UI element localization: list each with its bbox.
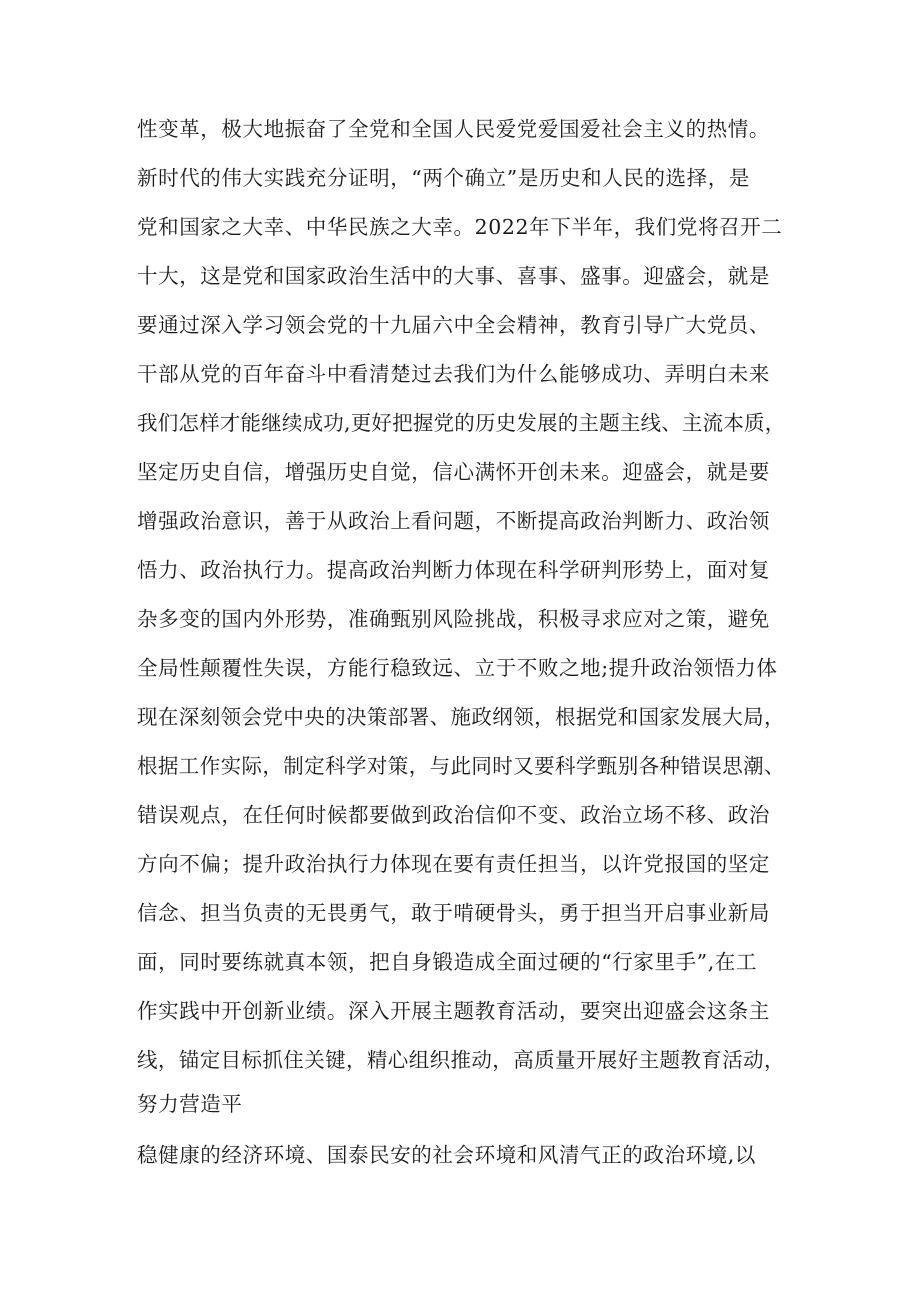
text-line-5: 要通过深入学习领会党的十九届六中全会精神，教育引导广大党员、 [137,313,770,337]
text-line-20: 线，锚定目标抓住关键，精心组织推动，高质量开展好主题教育活动， [137,1048,785,1072]
text-line-3: 党和国家之大幸、中华民族之大幸。2022年下半年，我们党将召开二 [137,215,783,239]
text-line-22: 稳健康的经济环境、国泰民安的社会环境和风清气正的政治环境,以 [137,1143,757,1167]
text-line-16: 方向不偏；提升政治执行力体现在要有责任担当，以许党报国的坚定 [137,852,770,876]
text-line-9: 增强政治意识，善于从政治上看问题，不断提高政治判断力、政治领 [137,509,770,533]
text-line-15: 错误观点，在任何时候都要做到政治信仰不变、政治立场不移、政治 [137,803,770,827]
text-line-1: 性变革，极大地振奋了全党和全国人民爱党爱国爱社会主义的热情。 [137,117,770,141]
text-line-4: 十大，这是党和国家政治生活中的大事、喜事、盛事。迎盛会，就是 [137,264,770,288]
text-line-12: 全局性颠覆性失误，方能行稳致远、立于不败之地;提升政治领悟力体 [137,656,778,680]
text-line-19: 作实践中开创新业绩。深入开展主题教育活动，要突出迎盛会这条主 [137,999,770,1023]
text-line-6: 干部从党的百年奋斗中看清楚过去我们为什么能够成功、弄明白未来 [137,362,770,386]
text-line-7: 我们怎样才能继续成功,更好把握党的历史发展的主题主线、主流本质， [137,411,786,435]
text-line-2: 新时代的伟大实践充分证明，“两个确立”是历史和人民的选择，是 [137,166,750,190]
text-line-17: 信念、担当负责的无畏勇气，敢于啃硬骨头，勇于担当开启事业新局 [137,901,770,925]
text-line-18: 面，同时要练就真本领，把自身锻造成全面过硬的“行家里手”,在工 [137,950,758,974]
text-line-13: 现在深刻领会党中央的决策部署、施政纲领，根据党和国家发展大局， [137,705,785,729]
text-line-8: 坚定历史自信，增强历史自觉，信心满怀开创未来。迎盛会，就是要 [137,460,770,484]
text-line-11: 杂多变的国内外形势，准确甄别风险挑战，积极寻求应对之策，避免 [137,607,770,631]
text-line-14: 根据工作实际，制定科学对策，与此同时又要科学甄别各种错误思潮、 [137,754,785,778]
text-line-10: 悟力、政治执行力。提高政治判断力体现在科学研判形势上，面对复 [137,558,770,582]
text-line-21: 努力营造平 [137,1092,243,1116]
